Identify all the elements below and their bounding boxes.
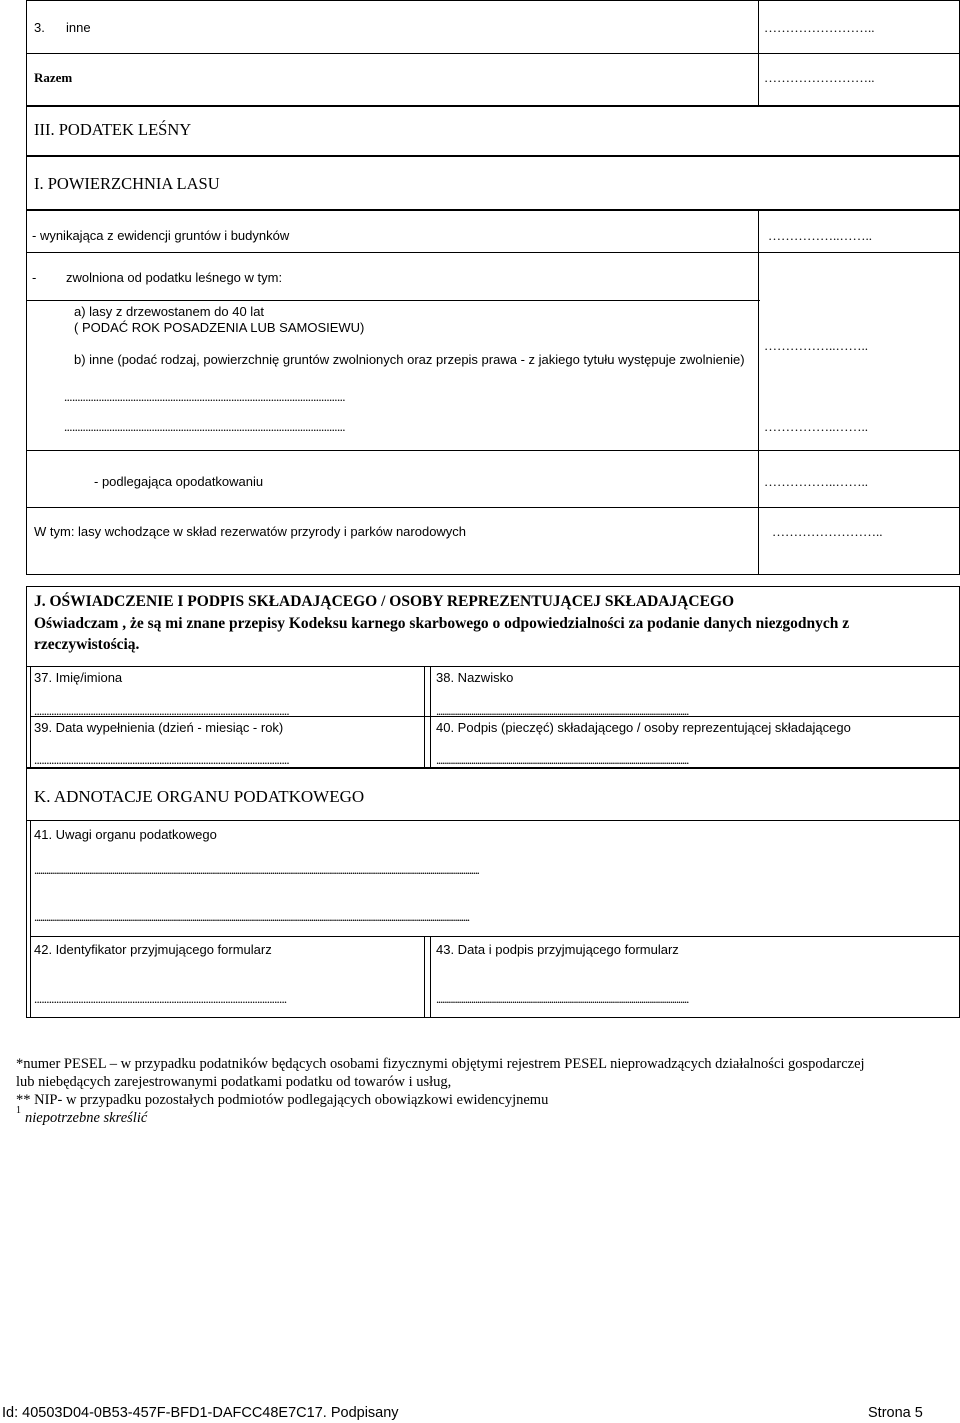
section-I-rowline bbox=[26, 507, 960, 508]
row-divider bbox=[26, 53, 960, 54]
field-38-label: 38. Nazwisko bbox=[436, 670, 514, 685]
page-number: Strona 5 bbox=[868, 1405, 923, 1421]
footnote-pesel-line-1: *numer PESEL – w przypadku podatników będących osobami fizycznymi objętymi rejestrem PESEL nieprowadzących działalności gospodarczej bbox=[16, 1056, 865, 1072]
field-42-input[interactable]: ....................................................................................................... bbox=[34, 991, 287, 1006]
zwolniona-label: zwolniona od podatku leśnego w tym: bbox=[66, 270, 283, 285]
inne-b-dots-1[interactable]: .......................................................................................................... bbox=[64, 389, 345, 404]
footnote-strike-text: niepotrzebne skreślić bbox=[25, 1110, 148, 1126]
wtym-value[interactable]: …………………….. bbox=[772, 524, 883, 539]
section-J-divider bbox=[26, 666, 960, 667]
lasy-a-line1: a) lasy z drzewostanem do 40 lat bbox=[74, 304, 265, 319]
value-column-divider bbox=[758, 0, 759, 106]
podlegajaca-label: - podlegająca opodatkowaniu bbox=[94, 474, 264, 489]
row3-value[interactable]: …………………….. bbox=[764, 20, 875, 35]
section-I-title: I. POWIERZCHNIA LASU bbox=[34, 174, 220, 193]
field-38-input[interactable]: ........................................................................................................................... bbox=[436, 703, 689, 718]
inne-b-dots-2[interactable]: .......................................................................................................... bbox=[64, 419, 345, 434]
zwolniona-dash: - bbox=[32, 270, 37, 285]
footnote-pesel-line-2: lub niebędących zarejestrowanymi podatkami podatku od towarów i usług, bbox=[16, 1074, 452, 1090]
statement-line-2: rzeczywistością. bbox=[34, 636, 140, 653]
section-J-vertical bbox=[30, 666, 31, 768]
podlegajaca-value[interactable]: ……………..…….. bbox=[764, 474, 868, 489]
field-37-label: 37. Imię/imiona bbox=[34, 670, 123, 685]
section-I-rowline bbox=[26, 252, 960, 253]
field-41-label: 41. Uwagi organu podatkowego bbox=[34, 827, 217, 842]
section-I-rowline bbox=[26, 300, 760, 301]
section-J-title: J. OŚWIADCZENIE I PODPIS SKŁADAJĄCEGO / OSOBY REPREZENTUJĄCEJ SKŁADAJĄCEGO bbox=[34, 593, 735, 610]
razem-value[interactable]: …………………….. bbox=[764, 70, 875, 85]
field-43-input[interactable]: ........................................................................................................................... bbox=[436, 991, 689, 1006]
section-I-value-divider bbox=[758, 210, 759, 575]
field-39-label: 39. Data wypełnienia (dzień - miesiąc - rok) bbox=[34, 720, 284, 735]
field-41-input-1[interactable]: .................................................................................................................................................................................................................................... bbox=[34, 862, 479, 877]
row3-number: 3. bbox=[34, 20, 45, 35]
document-id: Id: 40503D04-0B53-457F-BFD1-DAFCC48E7C17. Podpisany bbox=[2, 1405, 399, 1421]
inne-b-label: b) inne (podać rodzaj, powierzchnię gruntów zwolnionych oraz przepis prawa - z jakiego tytułu występuje zwolnienie) bbox=[74, 352, 745, 367]
section-J-vertical bbox=[424, 666, 425, 768]
field-43-label: 43. Data i podpis przyjmującego formularz bbox=[436, 942, 679, 957]
field-40-label: 40. Podpis (pieczęć) składającego / osoby reprezentującej składającego bbox=[436, 720, 851, 735]
field-40-input[interactable]: ........................................................................................................................... bbox=[436, 752, 689, 767]
section-K-vertical bbox=[430, 936, 431, 1018]
ewidencja-value[interactable]: ……………..…….. bbox=[768, 228, 872, 243]
field-42-label: 42. Identyfikator przyjmującego formularz bbox=[34, 942, 272, 957]
wtym-label: W tym: lasy wchodzące w skład rezerwatów przyrody i parków narodowych bbox=[34, 524, 467, 539]
footnote-strike-sup: 1 bbox=[16, 1105, 21, 1116]
footnote-nip: ** NIP- w przypadku pozostałych podmiotów podlegających obowiązkowi ewidencyjnemu bbox=[16, 1092, 549, 1108]
lasy-a-line2: ( PODAĆ ROK POSADZENIA LUB SAMOSIEWU) bbox=[74, 320, 365, 335]
section-J-vertical bbox=[430, 666, 431, 768]
lasy-a-value[interactable]: ……………..…….. bbox=[764, 338, 868, 353]
inne-b-value[interactable]: ……………..…….. bbox=[764, 419, 868, 434]
section-K-vertical bbox=[30, 820, 31, 1018]
section-K-vertical bbox=[424, 936, 425, 1018]
field-39-input[interactable]: ........................................................................................................ bbox=[34, 752, 289, 767]
razem-label: Razem bbox=[34, 70, 73, 85]
statement-line-1: Oświadczam , że są mi znane przepisy Kodeksu karnego skarbowego o odpowiedzialności za podanie danych niezgodnych z bbox=[34, 615, 850, 632]
field-37-input[interactable]: ........................................................................................................ bbox=[34, 703, 289, 718]
section-K-title: K. ADNOTACJE ORGANU PODATKOWEGO bbox=[34, 787, 365, 806]
field-41-input-2[interactable]: ............................................................................................................................................................................................................................... bbox=[34, 909, 469, 924]
ewidencja-label: - wynikająca z ewidencji gruntów i budynków bbox=[32, 228, 290, 243]
row3-label: inne bbox=[66, 20, 91, 35]
section-K-divider bbox=[30, 936, 960, 937]
section-III-title: III. PODATEK LEŚNY bbox=[34, 120, 192, 139]
section-K-divider bbox=[26, 820, 960, 821]
section-I-rowline bbox=[26, 450, 960, 451]
